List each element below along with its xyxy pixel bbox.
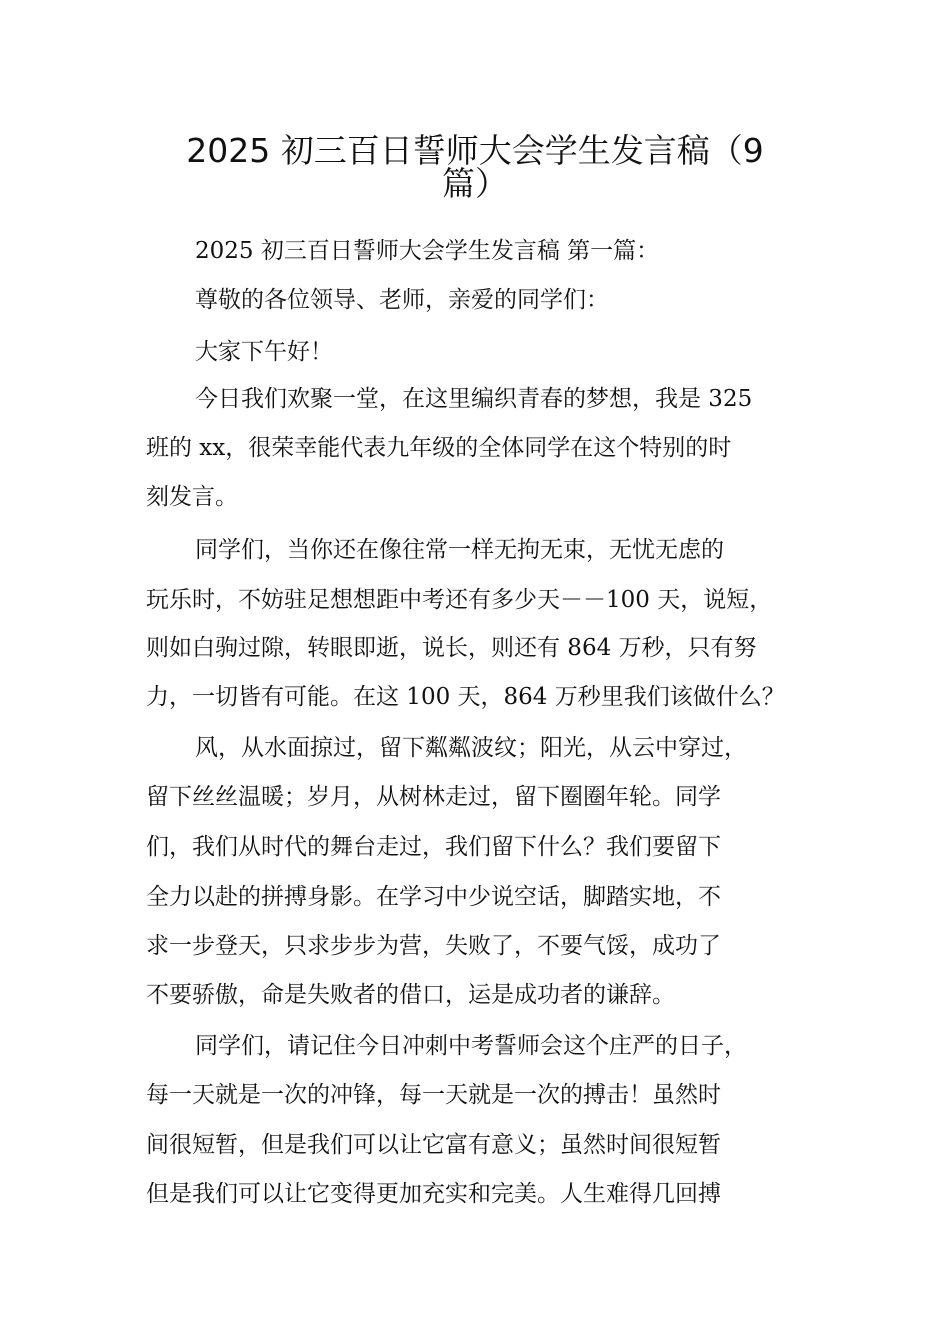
paragraph-line: 留下丝丝温暖；岁月，从树林走过，留下圈圈年轮。同学 <box>146 784 721 810</box>
paragraph-line: 每一天就是一次的冲锋，每一天就是一次的搏击！虽然时 <box>146 1082 721 1108</box>
paragraph-line: 刻发言。 <box>146 484 238 510</box>
document-title-line-1: 2025 初三百日誓师大会学生发言稿（9 <box>186 131 764 170</box>
paragraph-line: 同学们，请记住今日冲刺中考誓师会这个庄严的日子， <box>195 1033 747 1059</box>
paragraph-line: 玩乐时，不妨驻足想想距中考还有多少天－－100 天，说短， <box>146 587 773 613</box>
paragraph-line: 同学们，当你还在像往常一样无拘无束，无忧无虑的 <box>195 537 724 563</box>
salutation: 尊敬的各位领导、老师，亲爱的同学们： <box>195 287 609 313</box>
paragraph-line: 今日我们欢聚一堂，在这里编织青春的梦想，我是 325 <box>195 386 753 412</box>
greeting: 大家下午好！ <box>195 339 333 365</box>
paragraph-line: 们，我们从时代的舞台走过，我们留下什么？我们要留下 <box>146 834 721 860</box>
section-heading: 2025 初三百日誓师大会学生发言稿 第一篇： <box>195 238 660 264</box>
paragraph-line: 则如白驹过隙，转眼即逝，说长，则还有 864 万秒，只有努 <box>146 635 757 661</box>
paragraph-line: 力，一切皆有可能。在这 100 天，864 万秒里我们该做什么？ <box>146 684 785 710</box>
paragraph-line: 风，从水面掠过，留下粼粼波纹；阳光，从云中穿过， <box>195 735 747 761</box>
paragraph-line: 求一步登天，只求步步为营，失败了，不要气馁，成功了 <box>146 933 721 959</box>
paragraph-line: 全力以赴的拼搏身影。在学习中少说空话，脚踏实地，不 <box>146 884 721 910</box>
paragraph-line: 间很短暂，但是我们可以让它富有意义；虽然时间很短暂 <box>146 1132 721 1158</box>
paragraph-line: 但是我们可以让它变得更加充实和完美。人生难得几回搏 <box>146 1181 721 1207</box>
paragraph-line: 班的 xx，很荣幸能代表九年级的全体同学在这个特别的时 <box>146 435 732 461</box>
paragraph-line: 不要骄傲，命是失败者的借口，运是成功者的谦辞。 <box>146 982 675 1008</box>
document-title-line-2: 篇） <box>442 164 508 203</box>
